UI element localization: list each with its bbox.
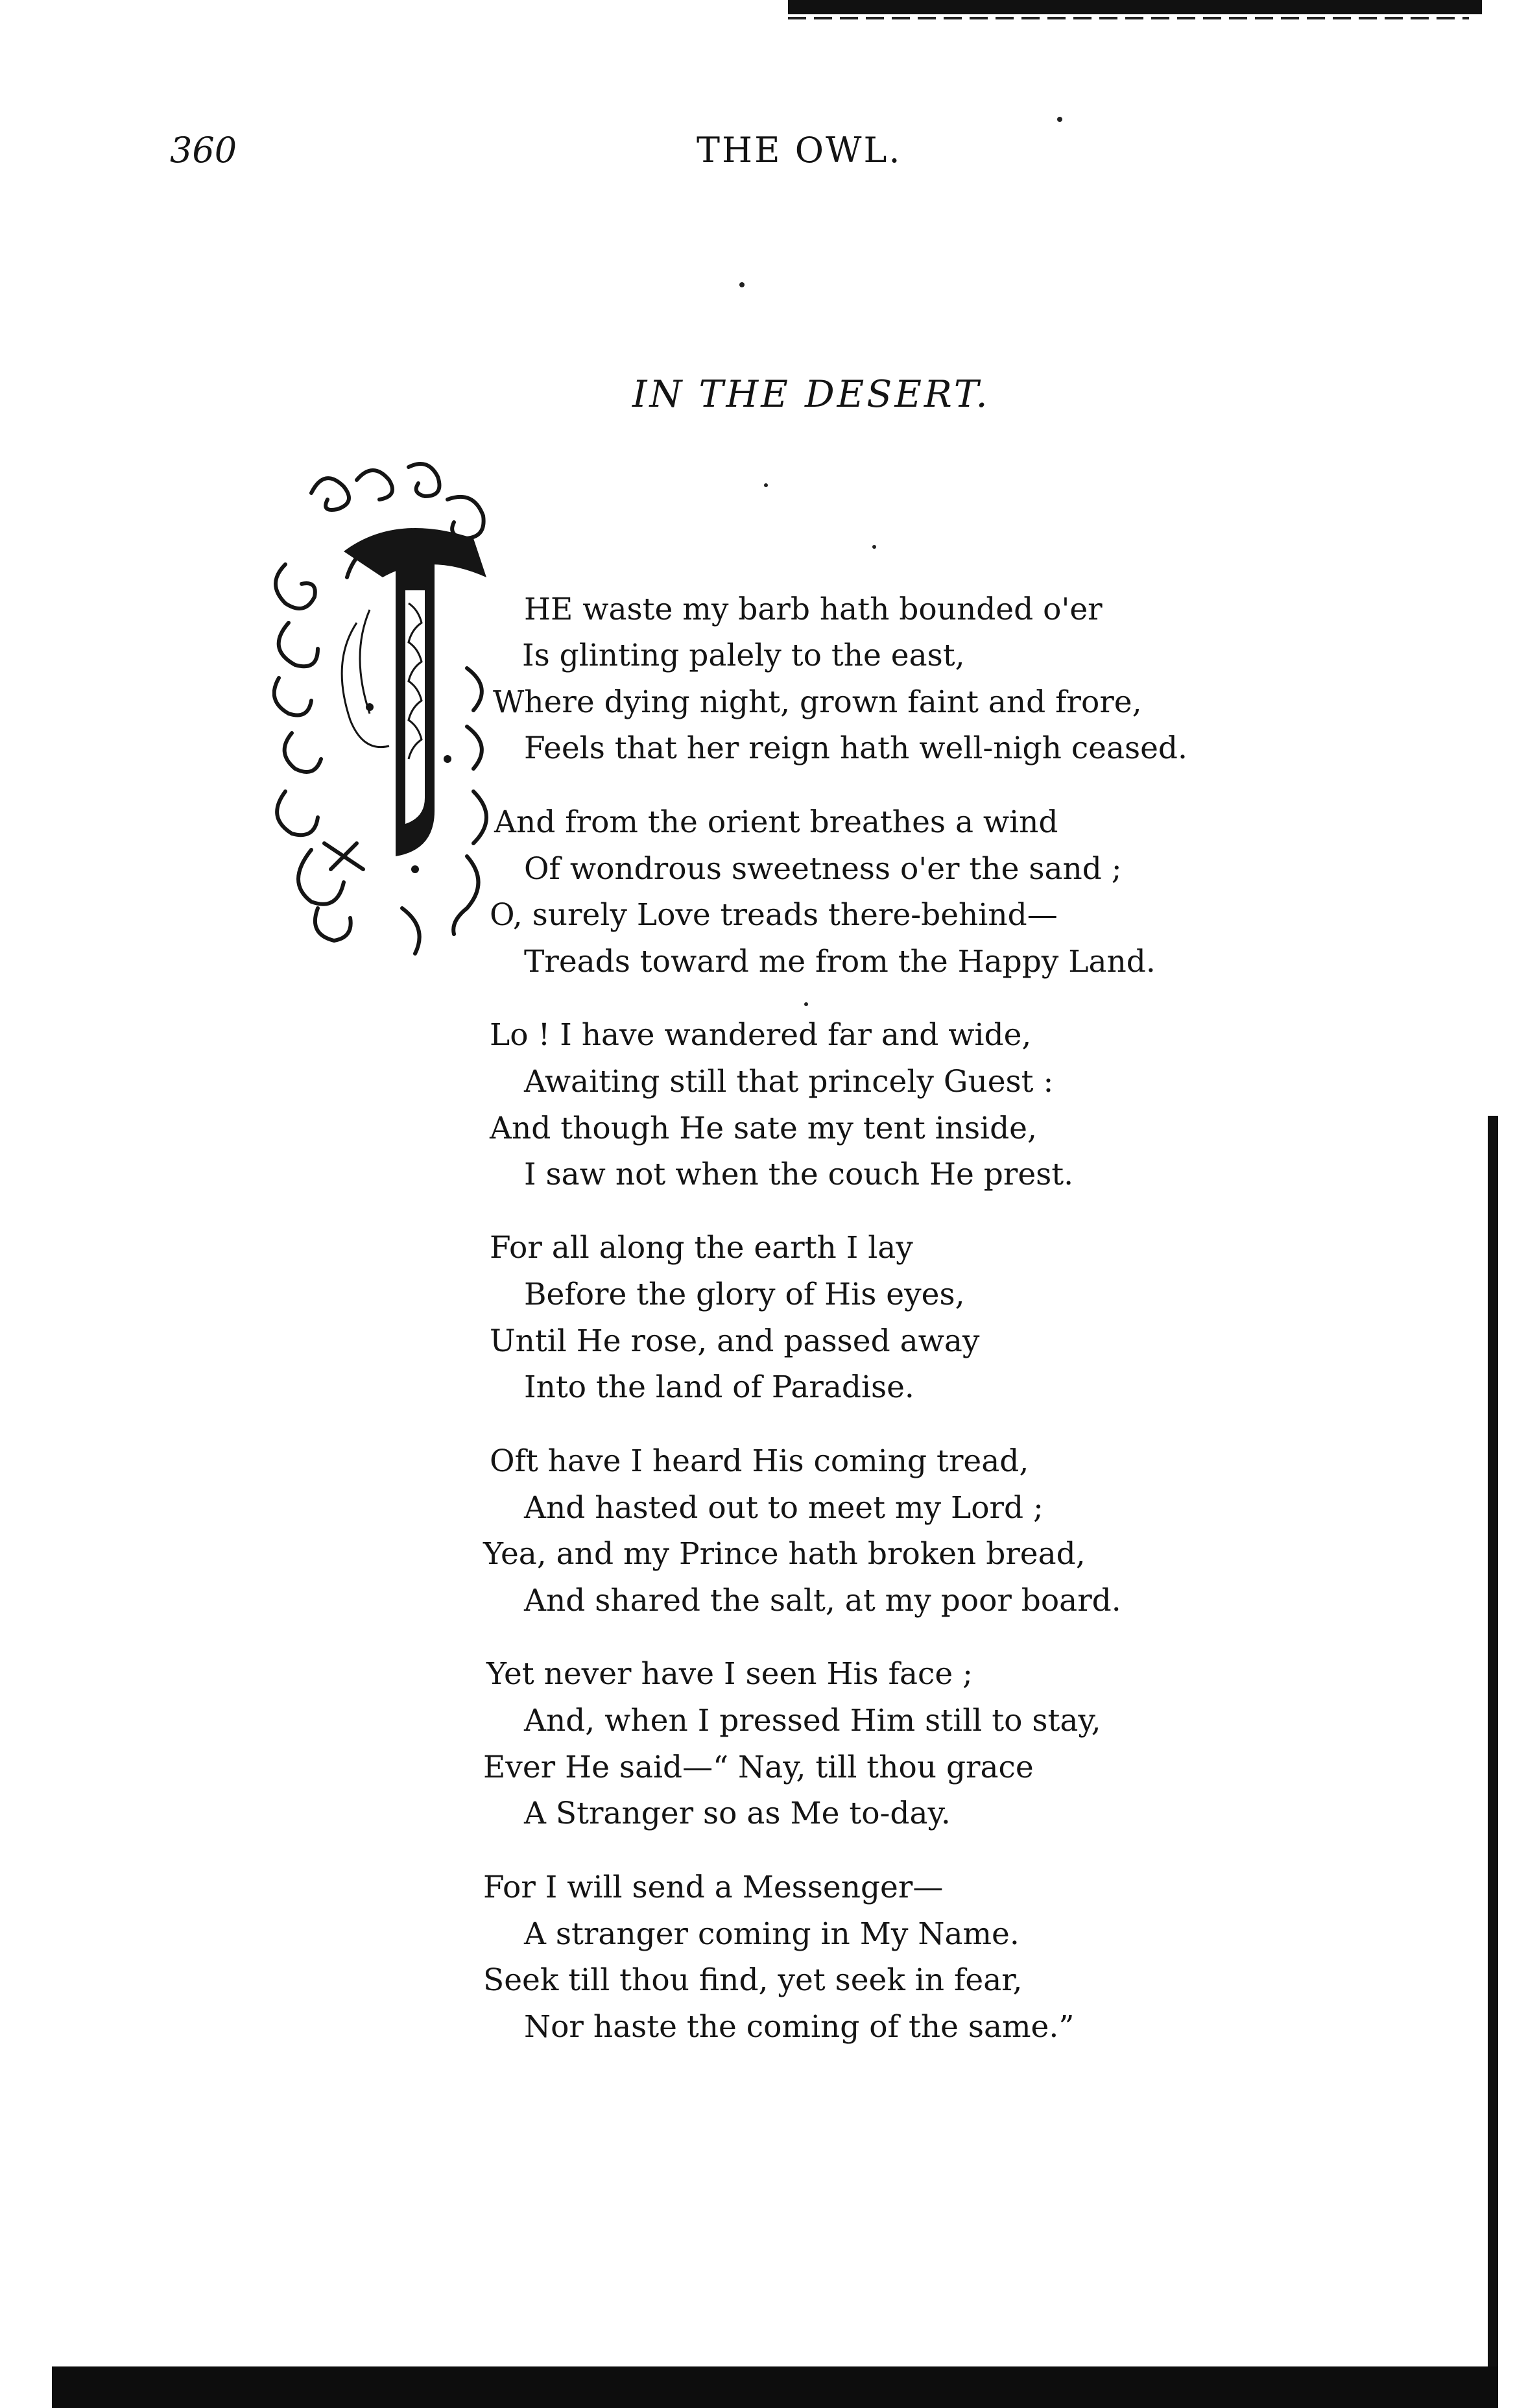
poem-line: Awaiting still that princely Guest : [524, 1064, 1054, 1100]
poem-line: Lo ! I have wandered far and wide, [490, 1017, 1032, 1053]
poem-line: O, surely Love treads there-behind— [490, 897, 1058, 933]
poem-line: Yet never have I seen His face ; [486, 1656, 973, 1692]
poem-line: HE waste my barb hath bounded o'er [524, 592, 1103, 627]
poem-line: Nor haste the coming of the same.” [524, 2009, 1075, 2045]
drop-cap-ornament [272, 454, 506, 973]
poem-line: Where dying night, grown faint and frore, [493, 684, 1142, 720]
poem-line: And shared the salt, at my poor board. [524, 1583, 1121, 1619]
poem-line: Oft have I heard His coming tread, [490, 1443, 1029, 1479]
poem-line: A Stranger so as Me to-day. [524, 1796, 951, 1831]
poem-title: IN THE DESERT. [632, 373, 990, 416]
page-edge-top-thin [788, 17, 1469, 19]
poem-line: Before the glory of His eyes, [524, 1277, 965, 1312]
poem-line: For I will send a Messenger— [483, 1870, 944, 1905]
poem-line: Treads toward me from the Happy Land. [524, 944, 1156, 980]
poem-line: A stranger coming in My Name. [524, 1916, 1020, 1952]
speck [739, 282, 745, 287]
page-edge-bottom [52, 2366, 1498, 2408]
page-edge-right [1488, 1116, 1498, 2400]
speck [764, 483, 768, 487]
poem-line: Yea, and my Prince hath broken bread, [483, 1536, 1086, 1572]
poem-line: And from the orient breathes a wind [494, 804, 1058, 840]
speck [804, 1002, 808, 1006]
poem-line: I saw not when the couch He prest. [524, 1157, 1074, 1192]
poem-line: Into the land of Paradise. [524, 1369, 914, 1405]
poem-line: For all along the earth I lay [490, 1230, 913, 1266]
page-number: 360 [170, 130, 237, 171]
page-edge-top [788, 0, 1482, 14]
poem-line: Feels that her reign hath well-nigh ceased. [524, 730, 1187, 766]
running-title: THE OWL. [697, 130, 902, 171]
poem-line: Seek till thou find, yet seek in fear, [483, 1962, 1023, 1998]
poem-line: And, when I pressed Him still to stay, [524, 1703, 1101, 1739]
poem-line: Until He rose, and passed away [490, 1323, 980, 1359]
speck [872, 545, 876, 549]
poem-line: And hasted out to meet my Lord ; [524, 1490, 1044, 1526]
poem-line: Ever He said—“ Nay, till thou grace [483, 1750, 1034, 1785]
speck [1057, 117, 1062, 122]
poem-line: Of wondrous sweetness o'er the sand ; [524, 851, 1122, 887]
poem-line: And though He sate my tent inside, [490, 1111, 1037, 1146]
poem-line: Is glinting palely to the east, [522, 638, 965, 673]
